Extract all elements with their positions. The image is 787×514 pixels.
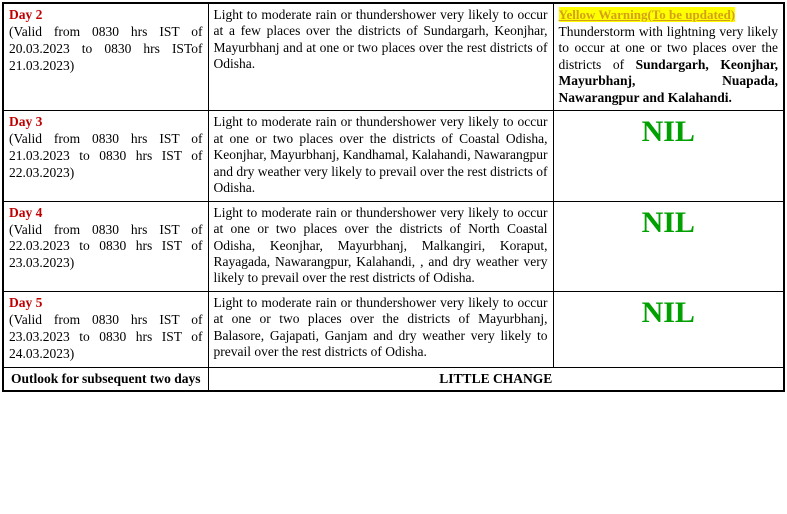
warning-cell [553,291,784,367]
forecast-cell [208,3,553,111]
outlook-label: Outlook for subsequent two days [3,367,208,391]
forecast-text: Light to moderate rain or thundershower very likely to occur at a few places over the districts of Sundargarh, Keonjhar, Mayurbhanj and at one or two places over the rest districts of Odisha. [213,7,548,72]
day-cell [3,111,208,201]
warning-cell [553,3,784,111]
table-row [3,201,784,291]
warning-nil: NIL [641,205,695,239]
warning-cell [553,201,784,291]
table-row [3,291,784,367]
day-cell [3,291,208,367]
table-row [3,111,784,201]
warning-nil: NIL [641,295,695,329]
warning-nil: NIL [641,115,695,149]
forecast-cell [208,111,553,201]
forecast-text: Light to moderate rain or thundershower very likely to occur at one or two places over the districts of Coastal Odisha, Keonjhar, Mayurbhanj, Kandhamal, Kalahandi, Nawarangpur and dry weather very likely to prevail over the rest districts of Odisha. [213,114,548,196]
day-validity: (Valid from 0830 hrs IST of 22.03.2023 to 0830 hrs IST of 23.03.2023) [9,221,203,271]
warning-intro: Thunderstorm with lightning very likely to occur at one or two places over the districts of [558,23,778,72]
warning-body [559,24,779,106]
day-label: Day 3 [9,114,43,130]
day-cell [3,3,208,111]
day-label: Day 2 [9,7,43,22]
day-validity: (Valid from 0830 hrs IST of 21.03.2023 to 0830 hrs IST of 22.03.2023) [9,131,203,180]
day-validity: (Valid from 0830 hrs IST of 20.03.2023 to 0830 hrs ISTof 21.03.2023) [9,23,203,73]
warning-districts: Sundargarh, Keonjhar, Mayurbhanj, Nuapada, Nawarangpur and Kalahandi. [558,56,779,105]
day-label: Day 5 [9,294,43,310]
outlook-value: LITTLE CHANGE [208,367,784,391]
outlook-row [3,367,784,391]
forecast-cell [208,291,553,367]
table-row [3,3,784,111]
day-validity: (Valid from 0830 hrs IST of 23.03.2023 to 0830 hrs IST of 24.03.2023) [9,311,203,361]
forecast-text: Light to moderate rain or thundershower very likely to occur at one or two places over the districts of North Coastal Odisha, Keonjhar, Mayurbhanj, Malkangiri, Koraput, Rayagada, Nawarangpur, Kalahandi, , and dry weather very likely to prevail over the rest districts of Odisha. [213,204,548,286]
warning-cell [553,111,784,201]
forecast-text: Light to moderate rain or thundershower very likely to occur at one or two places over the districts of Mayurbhanj, Balasore, Gajapati, Ganjam and dry weather very likely to prevail over the rest districts of Odisha. [213,294,548,360]
warning-title: Yellow Warning(To be updated) [558,7,736,22]
day-cell [3,201,208,291]
forecast-cell [208,201,553,291]
forecast-table [2,2,785,392]
day-label: Day 4 [9,204,43,220]
